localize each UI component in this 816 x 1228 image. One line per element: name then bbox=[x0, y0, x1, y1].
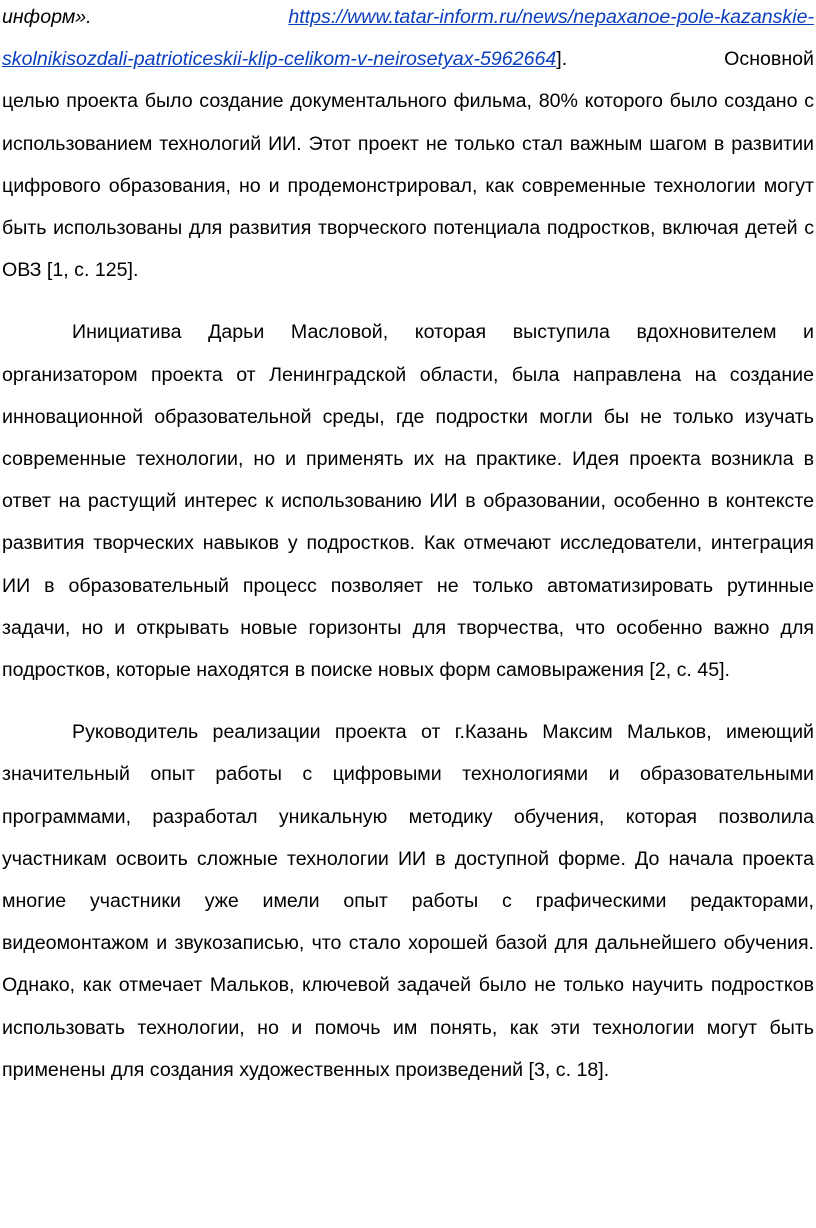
paragraph-1-first-word: Основной bbox=[724, 48, 814, 71]
reference-close-bracket: ]. bbox=[556, 48, 568, 71]
paragraph-2: Инициатива Дарьи Масловой, которая выступила вдохновителем и организатором проекта от Ленинградской области, была направлена на создание инновационной образовательной среды, где подростки могли бы не только изучать современные технологии, но и применять их на практике. Идея проекта возникла в ответ на растущий интерес к использованию ИИ в образовании, особенно в контексте развития творческих навыков у подростков. Как отмечают исследователи, интеграция ИИ в образовательный процесс позволяет не только автоматизировать рутинные задачи, но и открывать новые горизонты для творчества, что особенно важно для подростков, которые находятся в поиске новых форм самовыражения [2, с. 45]. bbox=[2, 321, 814, 682]
source-name-fragment: информ». bbox=[2, 6, 92, 28]
reference-line-1 bbox=[2, 0, 814, 38]
paragraph-1: целью проекта было создание документального фильма, 80% которого было создано с использованием технологий ИИ. Этот проект не только стал важным шагом в развитии цифрового образования, но и продемонстрировал, как современные технологии могут быть использованы для развития творческого потенциала подростков, включая детей с ОВЗ [1, с. 125]. bbox=[2, 90, 814, 282]
reference-line-2 bbox=[2, 38, 814, 80]
source-link-part-1[interactable]: https://www.tatar-inform.ru/news/nepaxanoe-pole-kazanskie- bbox=[288, 6, 814, 28]
source-link-part-2[interactable]: skolnikisozdali-patrioticeskii-klip-celikom-v-neirosetyax-5962664 bbox=[2, 48, 557, 71]
paragraph-3: Руководитель реализации проекта от г.Казань Максим Мальков, имеющий значительный опыт работы с цифровыми технологиями и образовательными программами, разработал уникальную методику обучения, которая позволила участникам освоить сложные технологии ИИ в доступной форме. До начала проекта многие участники уже имели опыт работы с графическими редакторами, видеомонтажом и звукозаписью, что стало хорошей базой для дальнейшего обучения. Однако, как отмечает Мальков, ключевой задачей было не только научить подростков использовать технологии, но и помочь им понять, как эти технологии могут быть применены для создания художественных произведений [3, с. 18]. bbox=[2, 721, 814, 1081]
